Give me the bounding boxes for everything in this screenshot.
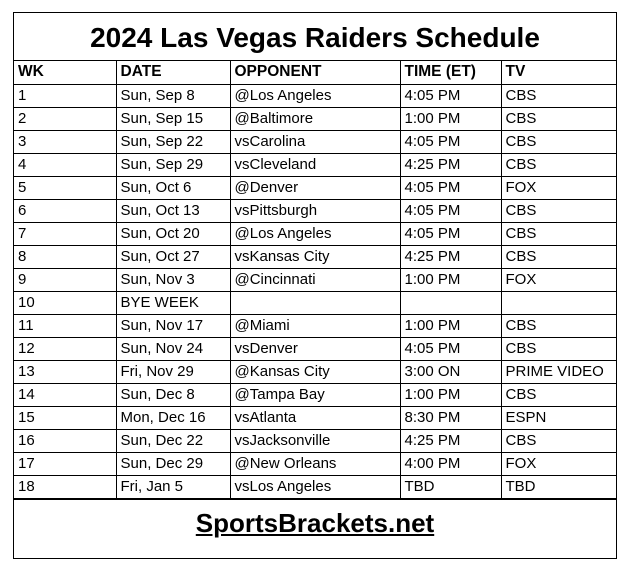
cell-opponent: @Baltimore — [230, 107, 400, 130]
header-wk: WK — [14, 61, 116, 84]
cell-tv: CBS — [501, 153, 616, 176]
cell-wk: 15 — [14, 406, 116, 429]
table-row — [14, 84, 616, 107]
cell-time: 1:00 PM — [400, 268, 501, 291]
table-row — [14, 245, 616, 268]
cell-date: Sun, Nov 17 — [116, 314, 230, 337]
cell-wk: 3 — [14, 130, 116, 153]
cell-opponent: @Los Angeles — [230, 222, 400, 245]
cell-wk: 13 — [14, 360, 116, 383]
table-row — [14, 199, 616, 222]
table-row — [14, 406, 616, 429]
cell-date: Sun, Oct 27 — [116, 245, 230, 268]
cell-tv — [501, 291, 616, 314]
cell-date: Sun, Sep 29 — [116, 153, 230, 176]
footer-link[interactable]: SportsBrackets.net — [14, 499, 616, 543]
cell-wk: 17 — [14, 452, 116, 475]
cell-wk: 6 — [14, 199, 116, 222]
cell-tv: FOX — [501, 176, 616, 199]
table-row — [14, 222, 616, 245]
cell-opponent: @Cincinnati — [230, 268, 400, 291]
cell-opponent: vsKansas City — [230, 245, 400, 268]
cell-opponent: @Miami — [230, 314, 400, 337]
table-row — [14, 360, 616, 383]
cell-opponent: vsPittsburgh — [230, 199, 400, 222]
cell-opponent: vsCarolina — [230, 130, 400, 153]
cell-time: 4:05 PM — [400, 176, 501, 199]
cell-wk: 4 — [14, 153, 116, 176]
schedule-rows — [14, 84, 616, 498]
cell-time: 3:00 ON — [400, 360, 501, 383]
cell-wk: 2 — [14, 107, 116, 130]
cell-wk: 18 — [14, 475, 116, 498]
table-row — [14, 268, 616, 291]
cell-wk: 16 — [14, 429, 116, 452]
cell-tv: CBS — [501, 130, 616, 153]
cell-opponent: @New Orleans — [230, 452, 400, 475]
cell-time: 4:05 PM — [400, 222, 501, 245]
cell-tv: CBS — [501, 84, 616, 107]
cell-time: 4:05 PM — [400, 84, 501, 107]
header-date: DATE — [116, 61, 230, 84]
cell-tv: CBS — [501, 199, 616, 222]
cell-opponent: @Tampa Bay — [230, 383, 400, 406]
table-row — [14, 130, 616, 153]
cell-date: Fri, Jan 5 — [116, 475, 230, 498]
header-tv: TV — [501, 61, 616, 84]
cell-date: Mon, Dec 16 — [116, 406, 230, 429]
cell-wk: 12 — [14, 337, 116, 360]
schedule-table — [14, 61, 616, 499]
table-row — [14, 383, 616, 406]
cell-date: Fri, Nov 29 — [116, 360, 230, 383]
cell-date: Sun, Nov 3 — [116, 268, 230, 291]
cell-date: Sun, Oct 6 — [116, 176, 230, 199]
cell-time: 4:25 PM — [400, 245, 501, 268]
cell-date: Sun, Dec 8 — [116, 383, 230, 406]
cell-date: Sun, Oct 13 — [116, 199, 230, 222]
table-row — [14, 314, 616, 337]
cell-date: Sun, Nov 24 — [116, 337, 230, 360]
cell-time: 4:05 PM — [400, 199, 501, 222]
cell-tv: CBS — [501, 314, 616, 337]
cell-tv: CBS — [501, 429, 616, 452]
cell-time — [400, 291, 501, 314]
cell-time: 4:05 PM — [400, 130, 501, 153]
cell-time: 1:00 PM — [400, 383, 501, 406]
table-row — [14, 176, 616, 199]
cell-time: 1:00 PM — [400, 314, 501, 337]
cell-wk: 1 — [14, 84, 116, 107]
schedule-sheet — [13, 12, 617, 559]
cell-time: 4:25 PM — [400, 429, 501, 452]
cell-date: Sun, Dec 22 — [116, 429, 230, 452]
cell-tv: CBS — [501, 383, 616, 406]
cell-date: BYE WEEK — [116, 291, 230, 314]
cell-date: Sun, Oct 20 — [116, 222, 230, 245]
cell-wk: 14 — [14, 383, 116, 406]
cell-wk: 5 — [14, 176, 116, 199]
table-row — [14, 475, 616, 498]
cell-wk: 9 — [14, 268, 116, 291]
cell-tv: ESPN — [501, 406, 616, 429]
table-row — [14, 337, 616, 360]
cell-date: Sun, Sep 8 — [116, 84, 230, 107]
cell-tv: FOX — [501, 268, 616, 291]
cell-date: Sun, Sep 15 — [116, 107, 230, 130]
cell-opponent: vsCleveland — [230, 153, 400, 176]
cell-time: 4:05 PM — [400, 337, 501, 360]
cell-wk: 10 — [14, 291, 116, 314]
cell-opponent: @Kansas City — [230, 360, 400, 383]
header-row — [14, 61, 616, 84]
cell-opponent: vsJacksonville — [230, 429, 400, 452]
cell-tv: CBS — [501, 222, 616, 245]
cell-wk: 11 — [14, 314, 116, 337]
page-title: 2024 Las Vegas Raiders Schedule — [14, 13, 616, 61]
table-row — [14, 429, 616, 452]
cell-wk: 7 — [14, 222, 116, 245]
table-row — [14, 452, 616, 475]
cell-opponent — [230, 291, 400, 314]
table-row — [14, 107, 616, 130]
cell-opponent: vsLos Angeles — [230, 475, 400, 498]
cell-date: Sun, Sep 22 — [116, 130, 230, 153]
table-row — [14, 153, 616, 176]
cell-opponent: vsAtlanta — [230, 406, 400, 429]
cell-tv: PRIME VIDEO — [501, 360, 616, 383]
cell-time: 1:00 PM — [400, 107, 501, 130]
cell-time: TBD — [400, 475, 501, 498]
cell-time: 4:00 PM — [400, 452, 501, 475]
cell-opponent: @Los Angeles — [230, 84, 400, 107]
cell-wk: 8 — [14, 245, 116, 268]
header-opponent: OPPONENT — [230, 61, 400, 84]
cell-opponent: vsDenver — [230, 337, 400, 360]
table-row — [14, 291, 616, 314]
cell-opponent: @Denver — [230, 176, 400, 199]
cell-time: 4:25 PM — [400, 153, 501, 176]
header-time: TIME (ET) — [400, 61, 501, 84]
cell-tv: FOX — [501, 452, 616, 475]
cell-tv: CBS — [501, 107, 616, 130]
cell-tv: CBS — [501, 337, 616, 360]
cell-tv: TBD — [501, 475, 616, 498]
cell-time: 8:30 PM — [400, 406, 501, 429]
cell-date: Sun, Dec 29 — [116, 452, 230, 475]
cell-tv: CBS — [501, 245, 616, 268]
